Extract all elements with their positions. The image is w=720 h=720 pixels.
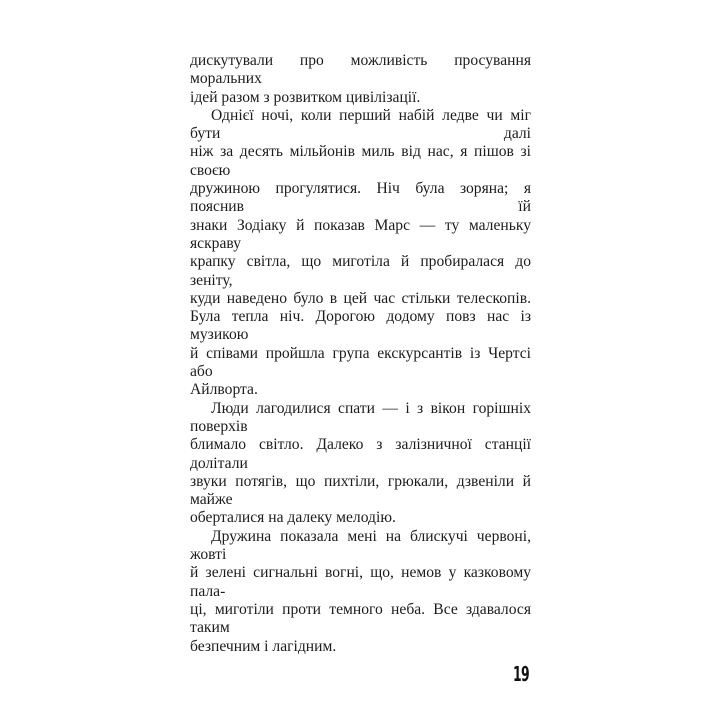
text-line: ідей разом з розвитком цивілізації. xyxy=(190,88,421,106)
text-line: дружиною прогулятися. Ніч була зоряна; я пояснив їй xyxy=(190,180,531,216)
text-line: крапку світла, що миготіла й пробиралася до зеніту, xyxy=(190,253,531,289)
text-line: звуки потягів, що пихтіли, грюкали, дзвеніли й майже xyxy=(190,472,531,509)
text-line: ці, миготіли проти темного неба. Все здавалося таким xyxy=(190,600,531,637)
page-number: 19 xyxy=(512,662,530,686)
text-line: й співами пройшла група екскурсантів із Чертсі або xyxy=(190,344,531,381)
text-line: ніж за десять мільйонів миль від нас, я пішов зі своєю xyxy=(190,143,531,179)
text-line: й зелені сигнальні вогні, що, немов у казковому пала- xyxy=(190,564,531,600)
text-line: знаки Зодіаку й показав Марс — ту маленьку яскраву xyxy=(190,216,531,252)
text-line: оберталися на далеку мелодію. xyxy=(190,509,396,527)
text-line: куди наведено було в цей час стільки телескопів. xyxy=(190,289,531,307)
text-line: блимало світло. Далеко з залізничної станції долітали xyxy=(190,436,531,472)
text-line: Однієї ночі, коли перший набій ледве чи міг бути далі xyxy=(190,106,531,143)
text-line: Була тепла ніч. Дорогою додому повз нас із музикою xyxy=(190,308,531,344)
text-line: Дружина показала мені на блискучі червоні, жовті xyxy=(190,527,531,564)
page-text xyxy=(190,52,531,656)
text-line: дискутували про можливість просування моральних xyxy=(190,52,531,88)
text-line: безпечним і лагідним. xyxy=(190,637,337,655)
text-line: Айлворта. xyxy=(190,381,258,399)
text-line: Люди лагодилися спати — і з вікон горішніх поверхів xyxy=(190,399,531,435)
